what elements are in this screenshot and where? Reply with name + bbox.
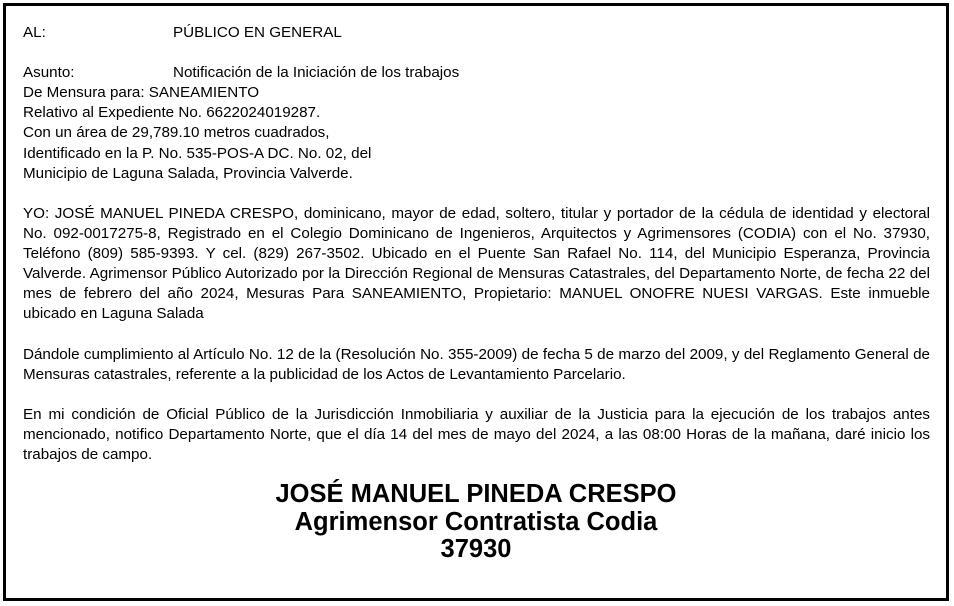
addressee-row [23,23,930,43]
parcel-line: Identificado en la P. No. 535-POS-A DC. No. 02, del [23,144,372,162]
spacer [23,43,930,63]
subject-value: Notificación de la Iniciación de los trabajos [173,64,460,82]
surveyor-declaration-paragraph: YO: JOSÉ MANUEL PINEDA CRESPO, dominicano, mayor de edad, soltero, titular y portador de la cédula de identidad y electoral No. 092-0017275-8, Registrado en el Colegio Dominicano de Ingenieros, Arquitectos y Agrimensores (CODIA) con el No. 37930, Teléfono (809) 585-9393. Y cel. (829) 267-3502. Ubicado en el Puente San Rafael No. 114, del Municipio Esperanza, Provincia Valverde. Agrimensor Público Autorizado por la Dirección Regional de Mensuras Catastrales, del Departamento Norte, de fecha 22 del mes de febrero del año 2024, Mesuras Para SANEAMIENTO, Propietario: MANUEL ONOFRE NUESI VARGAS. Este inmueble ubicado en Laguna Salada [23,204,930,323]
addressee-value: PÚBLICO EN GENERAL [173,24,342,41]
file-number-line: Relativo al Expediente No. 6622024019287. [23,104,321,122]
signature-block [6,481,946,564]
spacer [23,385,930,405]
area-line: Con un área de 29,789.10 metros cuadrados, [23,124,330,142]
legal-basis-paragraph: Dándole cumplimiento al Artículo No. 12 de la (Resolución No. 355-2009) de fecha 5 de marzo del 2009, y del Reglamento General de Mensuras catastrales, referente a la publicidad de los Actos de Levantamiento Parcelario. [23,345,930,383]
notification-paragraph: En mi condición de Oficial Público de la Jurisdicción Inmobiliaria y auxiliar de la Justicia para la ejecución de los trabajos antes mencionado, notifico Departamento Norte, que el día 14 del mes de mayo del 2024, a las 08:00 Horas de la mañana, daré inicio los trabajos de campo. [23,405,930,463]
survey-type-line: De Mensura para: SANEAMIENTO [23,84,260,102]
municipality-line: Municipio de Laguna Salada, Provincia Valverde. [23,164,353,182]
spacer [23,184,930,204]
addressee-label: AL: [23,24,46,41]
signature-title: Agrimensor Contratista Codia [294,507,658,536]
signature-name: JOSÉ MANUEL PINEDA CRESPO [275,480,677,508]
notice-box [3,3,949,601]
spacer [23,324,930,344]
subject-row [23,63,930,83]
notice-body [23,23,930,465]
signature-number: 37930 [440,535,512,563]
subject-label: Asunto: [23,64,75,82]
